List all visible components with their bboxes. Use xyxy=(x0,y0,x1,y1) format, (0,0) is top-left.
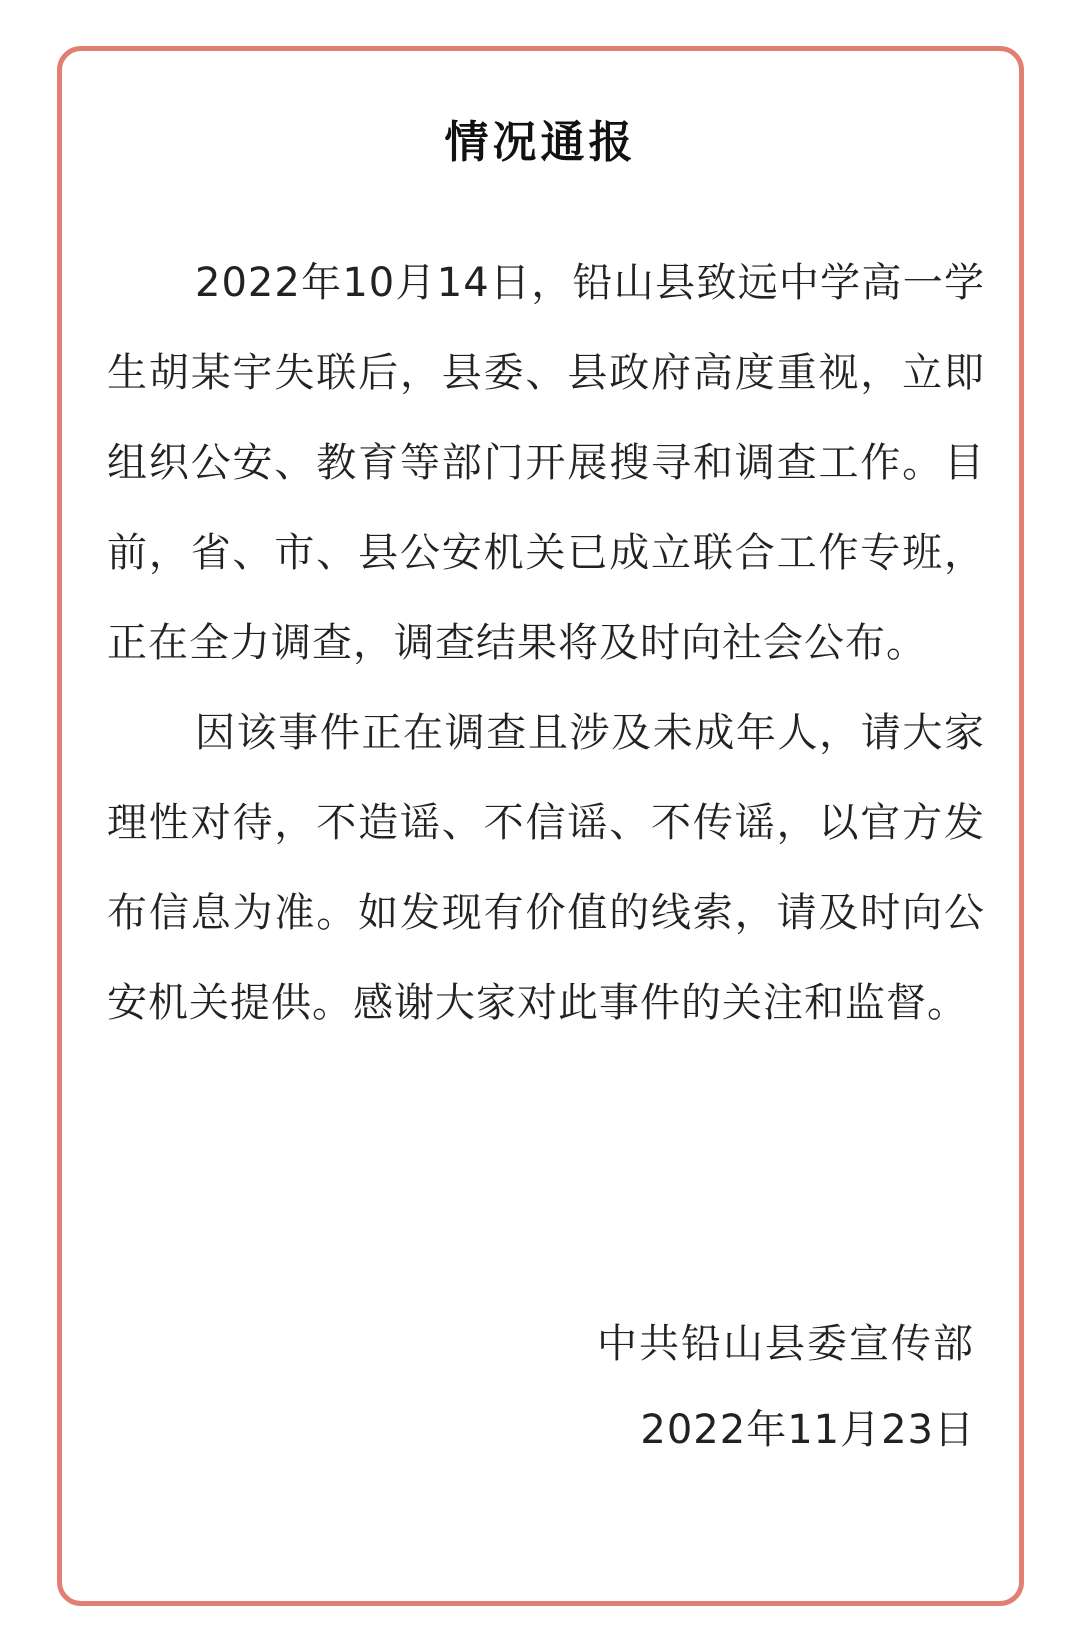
notice-paragraph-1: 2022年10月14日，铅山县致远中学高一学生胡某宇失联后，县委、县政府高度重视，立即组织公安、教育等部门开展搜寻和调查工作。目前，省、市、县公安机关已成立联合工作专班，正在全力调查，调查结果将及时向社会公布。 xyxy=(107,260,985,666)
notice-paragraph-2: 因该事件正在调查且涉及未成年人，请大家理性对待，不造谣、不信谣、不传谣，以官方发布信息为准。如发现有价值的线索，请及时向公安机关提供。感谢大家对此事件的关注和监督。 xyxy=(107,710,985,1026)
signature-organization: 中共铅山县委宣传部 xyxy=(597,1321,975,1367)
notice-body xyxy=(107,238,985,1048)
signature-date: 2022年11月23日 xyxy=(640,1407,975,1453)
notice-title: 情况通报 xyxy=(444,117,637,168)
notice-frame xyxy=(57,46,1024,1606)
